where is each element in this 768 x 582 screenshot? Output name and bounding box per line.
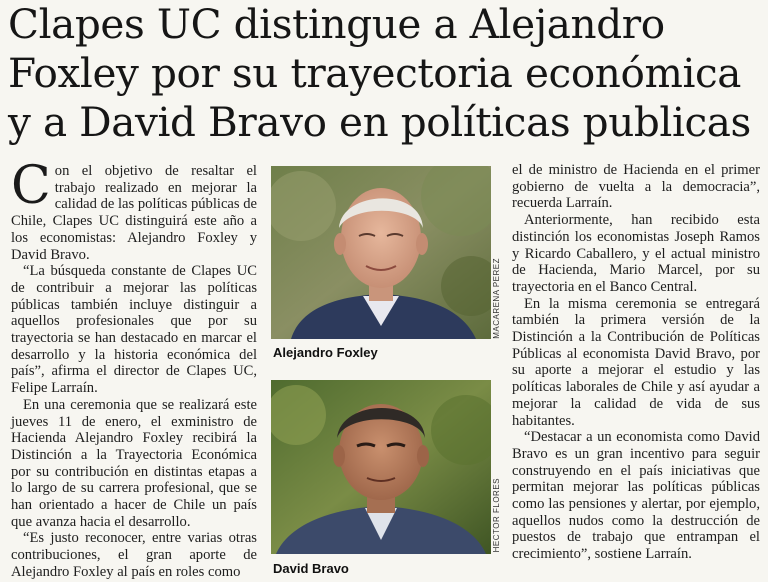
photo-caption: Alejandro Foxley — [273, 345, 378, 360]
paragraph: “Destacar a un economista como David Bravo es un gran incentivo para seguir construyendo en el país iniciativas que permitan mejorar las políticas públicas como las pensiones y alertar, por ejemplo, aquellos nudos como la destrucción de puestos de trabajo que entrampan el crecimiento”, sostiene Larraín. — [512, 429, 760, 563]
portrait-image — [271, 380, 491, 554]
article-column-right — [512, 162, 760, 563]
paragraph: “La búsqueda constante de Clapes UC de contribuir a mejorar las políticas públicas también incluye distinguir a aquellos profesionales que por su trayectoria se han destacado en marcar el desarrollo y la historia económica del país”, afirma el director de Clapes UC, Felipe Larraín. — [11, 263, 257, 397]
paragraph-text: on el objetivo de resaltar el trabajo realizado en mejorar la calidad de las políticas públicas de Chile, Clapes UC distinguirá este año a los economistas: Alejandro Foxley y David Bravo. — [11, 163, 258, 263]
photo-alejandro-foxley — [271, 166, 491, 339]
headline-line-2: Foxley por su trayectoria económica — [8, 49, 742, 97]
article-column-left — [11, 156, 258, 581]
paragraph: En una ceremonia que se realizará este jueves 11 de enero, el exministro de Hacienda Alejandro Foxley recibirá la Distinción a la Trayectoria Económica por su contribución en distintas etapas a lo largo de su carrera profesional, que se han orientado a hacer de Chile un país que avanza hacia el desarrollo. — [11, 396, 257, 530]
paragraph — [11, 156, 258, 263]
headline-line-1: Clapes UC distingue a Alejandro — [8, 0, 665, 48]
photo-credit: MACARENA PEREZ — [492, 258, 501, 339]
paragraph: “Es justo reconocer, entre varias otras contribuciones, el gran aporte de Alejandro Foxley al país en roles como — [11, 530, 257, 580]
headline — [8, 0, 764, 147]
paragraph: En la misma ceremonia se entregará también la primera versión de la Distinción a la Contribución de Políticas Públicas al economista David Bravo, por su aporte a mejorar el estudio y las políticas laborales de Chile y así ayudar a mejorar la calidad de vida de sus habitantes. — [512, 295, 760, 429]
portrait-image — [271, 166, 491, 339]
photo-caption: David Bravo — [273, 561, 349, 576]
photo-david-bravo — [271, 380, 491, 554]
paragraph: Anteriormente, han recibido esta distinción los economistas Joseph Ramos y Ricardo Caballero, y el actual ministro de Hacienda, Mario Marcel, por su trayectoria en el Banco Central. — [512, 212, 760, 295]
drop-cap: C — [11, 156, 51, 216]
photo-credit: HECTOR FLORES — [492, 478, 501, 553]
paragraph: el de ministro de Hacienda en el primer gobierno de vuelta a la democracia”, recuerda Larraín. — [512, 162, 760, 212]
headline-line-3: y a David Bravo en políticas publicas — [8, 98, 751, 146]
